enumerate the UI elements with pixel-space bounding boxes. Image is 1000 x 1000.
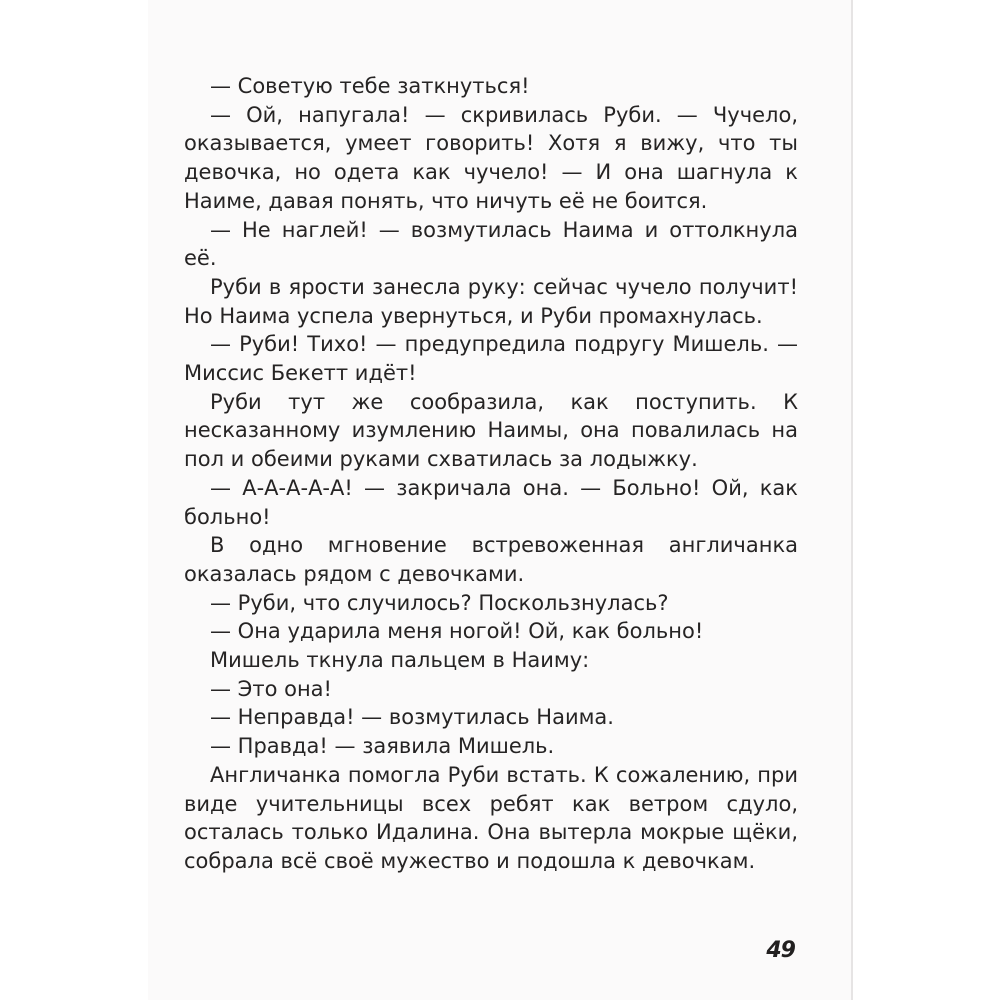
paragraph: — Правда! — заявила Мишель. bbox=[210, 734, 555, 759]
paragraph: — Неправда! — возмутилась Наима. bbox=[210, 705, 614, 730]
paragraph: — Ой, напугала! — скривилась Руби. — Чучело, оказывается, умеет говорить! Хотя я вижу, что ты девочка, но одета как чучело! — И она шагнула к Наиме, давая понять, что ничуть её не боится. bbox=[184, 102, 798, 213]
paragraph: — Руби, что случилось? Поскользнулась? bbox=[210, 590, 669, 615]
paragraph: — Советую тебе заткнуться! bbox=[210, 74, 530, 98]
paragraph: В одно мгновение встревоженная англичанка оказалась рядом с девочками. bbox=[184, 533, 798, 586]
book-page bbox=[148, 0, 853, 1000]
paragraph: — А-А-А-А-А! — закричала она. — Больно! Ой, как больно! bbox=[184, 475, 798, 529]
page-number: 49 bbox=[766, 938, 795, 963]
paragraph: — Это она! bbox=[210, 676, 332, 701]
paragraph: — Руби! Тихо! — предупредила подругу Мишель. — Миссис Бекетт идёт! bbox=[184, 332, 798, 386]
paragraph: Руби в ярости занесла руку: сейчас чучело получит! Но Наима успела увернуться, и Руби промахнулась. bbox=[184, 274, 798, 328]
paragraph: Англичанка помогла Руби встать. К сожалению, при виде учительницы всех ребят как ветром сдуло, осталась только Идалина. Она вытерла мокрые щёки, собрала всё своё мужество и подошла к девочкам. bbox=[184, 762, 798, 873]
paragraph: Мишель ткнула пальцем в Наиму: bbox=[210, 648, 590, 673]
paragraph: — Не наглей! — возмутилась Наима и оттолкнула её. bbox=[184, 217, 798, 271]
page-text bbox=[184, 72, 798, 876]
paragraph: Руби тут же сообразила, как поступить. К несказанному изумлению Наимы, она повалилась на пол и обеими руками схватилась за лодыжку. bbox=[184, 389, 798, 472]
paragraph: — Она ударила меня ногой! Ой, как больно! bbox=[210, 619, 704, 644]
